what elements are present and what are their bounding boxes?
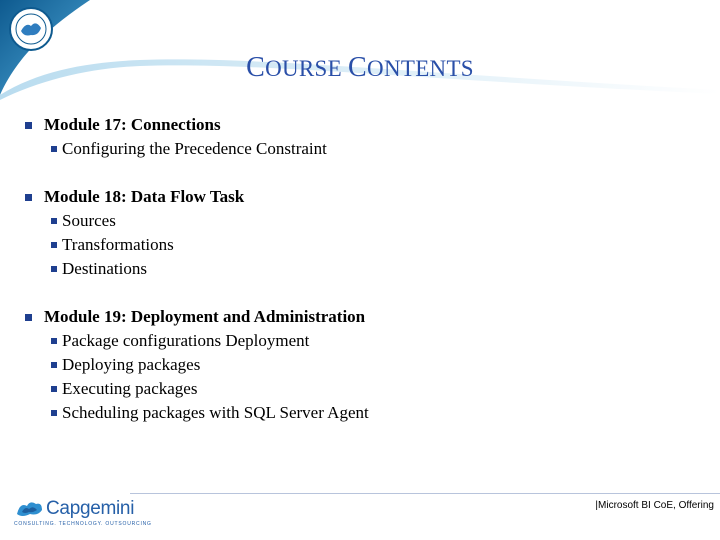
module-heading xyxy=(22,185,702,209)
module-heading-text: Module 18: Data Flow Task xyxy=(44,187,245,206)
module-item-text: Package configurations Deployment xyxy=(62,331,310,350)
module-17 xyxy=(22,113,702,161)
square-bullet xyxy=(25,122,32,129)
module-item xyxy=(22,209,702,233)
module-item xyxy=(22,137,702,161)
square-bullet xyxy=(51,266,57,272)
module-item-text: Executing packages xyxy=(62,379,198,398)
module-item-text: Configuring the Precedence Constraint xyxy=(62,139,327,158)
capgemini-spades-icon xyxy=(14,498,44,520)
square-bullet xyxy=(51,362,57,368)
logo-wordmark: Capgemini xyxy=(46,498,135,519)
title-initial-1: C xyxy=(246,52,266,83)
square-bullet xyxy=(51,242,57,248)
module-item-text: Scheduling packages with SQL Server Agent xyxy=(62,403,369,422)
footer-text: |Microsoft BI CoE, Offering xyxy=(595,500,714,511)
square-bullet xyxy=(51,338,57,344)
square-bullet xyxy=(25,314,32,321)
module-item xyxy=(22,353,702,377)
square-bullet xyxy=(51,146,57,152)
module-19 xyxy=(22,305,702,425)
module-18 xyxy=(22,185,702,281)
logo-tagline: CONSULTING. TECHNOLOGY. OUTSOURCING xyxy=(14,521,152,527)
module-list xyxy=(22,113,702,449)
module-item xyxy=(22,329,702,353)
capgemini-logo xyxy=(14,498,152,530)
module-item-text: Sources xyxy=(62,211,116,230)
square-bullet xyxy=(51,218,57,224)
module-item-text: Destinations xyxy=(62,259,147,278)
title-initial-2: C xyxy=(348,52,368,83)
module-item xyxy=(22,401,702,425)
module-item xyxy=(22,233,702,257)
module-item xyxy=(22,377,702,401)
square-bullet xyxy=(51,410,57,416)
module-heading xyxy=(22,113,702,137)
module-heading xyxy=(22,305,702,329)
square-bullet xyxy=(51,386,57,392)
footer-divider xyxy=(130,493,720,494)
module-item xyxy=(22,257,702,281)
title-rest-2: ONTENTS xyxy=(367,56,474,81)
title-rest-1: OURSE xyxy=(265,56,342,81)
module-item-text: Transformations xyxy=(62,235,174,254)
square-bullet xyxy=(25,194,32,201)
page-title xyxy=(0,52,720,84)
module-heading-text: Module 19: Deployment and Administration xyxy=(44,307,366,326)
module-heading-text: Module 17: Connections xyxy=(44,115,221,134)
module-item-text: Deploying packages xyxy=(62,355,201,374)
seal-icon xyxy=(8,6,54,52)
